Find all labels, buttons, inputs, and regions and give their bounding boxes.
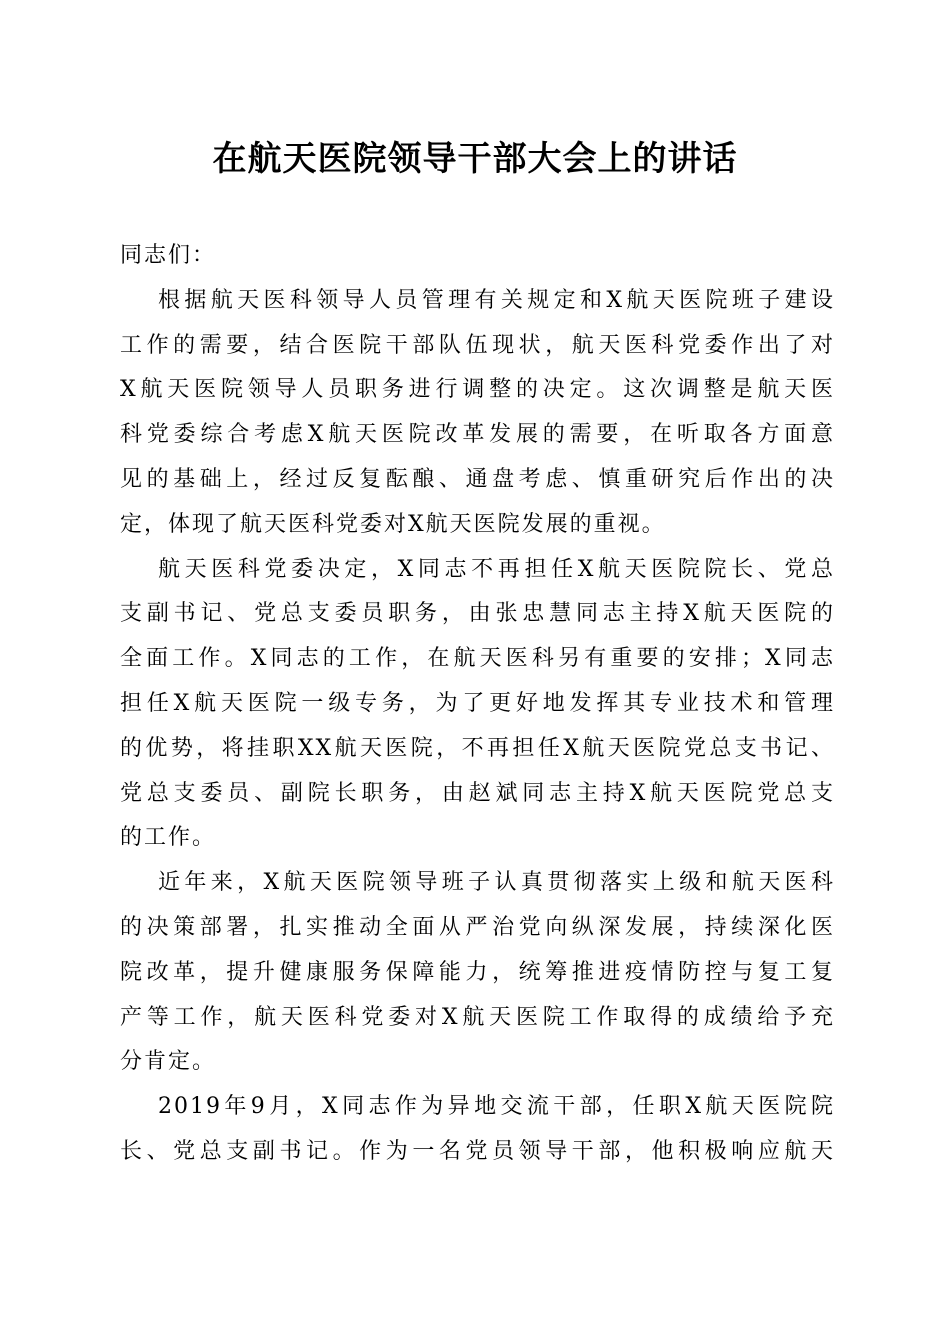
salutation: 同志们： [120, 243, 217, 268]
text-line: 的工作。 [120, 825, 217, 851]
text-line: 2019年9月，X同志作为异地交流干部，任职X航天医院院 [158, 1094, 835, 1120]
text-line: 担任X航天医院一级专务，为了更好地发挥其专业技术和管理 [120, 690, 835, 716]
text-line: 航天医科党委决定，X同志不再担任X航天医院院长、党总 [158, 556, 835, 582]
text-line: X航天医院领导人员职务进行调整的决定。这次调整是航天医 [120, 377, 835, 403]
text-line: 长、党总支副书记。作为一名党员领导干部，他积极响应航天 [120, 1138, 835, 1164]
text-line: 支副书记、党总支委员职务，由张忠慧同志主持X航天医院的 [120, 601, 835, 627]
text-line: 全面工作。X同志的工作，在航天医科另有重要的安排；X同志 [120, 646, 835, 672]
paragraph-2 [120, 548, 835, 862]
text-line: 产等工作，航天医科党委对X航天医院工作取得的成绩给予充 [120, 1004, 835, 1030]
paragraph-1 [120, 279, 835, 548]
paragraph-4 [120, 1085, 835, 1175]
text-line: 院改革，提升健康服务保障能力，统筹推进疫情防控与复工复 [120, 959, 835, 985]
text-line: 见的基础上，经过反复酝酿、通盘考虑、慎重研究后作出的决 [120, 466, 835, 492]
text-line: 科党委综合考虑X航天医院改革发展的需要，在听取各方面意 [120, 422, 835, 448]
text-line: 党总支委员、副院长职务，由赵斌同志主持X航天医院党总支 [120, 780, 835, 806]
text-line: 近年来，X航天医院领导班子认真贯彻落实上级和航天医科 [158, 870, 835, 896]
text-line: 根据航天医科领导人员管理有关规定和X航天医院班子建设 [158, 287, 835, 313]
document-body [120, 234, 835, 1175]
page-title: 在航天医院领导干部大会上的讲话 [212, 139, 738, 179]
text-line: 的优势，将挂职XX航天医院，不再担任X航天医院党总支书记、 [120, 735, 835, 761]
text-line: 定，体现了航天医科党委对X航天医院发展的重视。 [120, 511, 666, 537]
text-line: 分肯定。 [120, 1049, 217, 1075]
text-line: 的决策部署，扎实推动全面从严治党向纵深发展，持续深化医 [120, 914, 835, 940]
paragraph-3 [120, 861, 835, 1085]
text-line: 工作的需要，结合医院干部队伍现状，航天医科党委作出了对 [120, 332, 835, 358]
